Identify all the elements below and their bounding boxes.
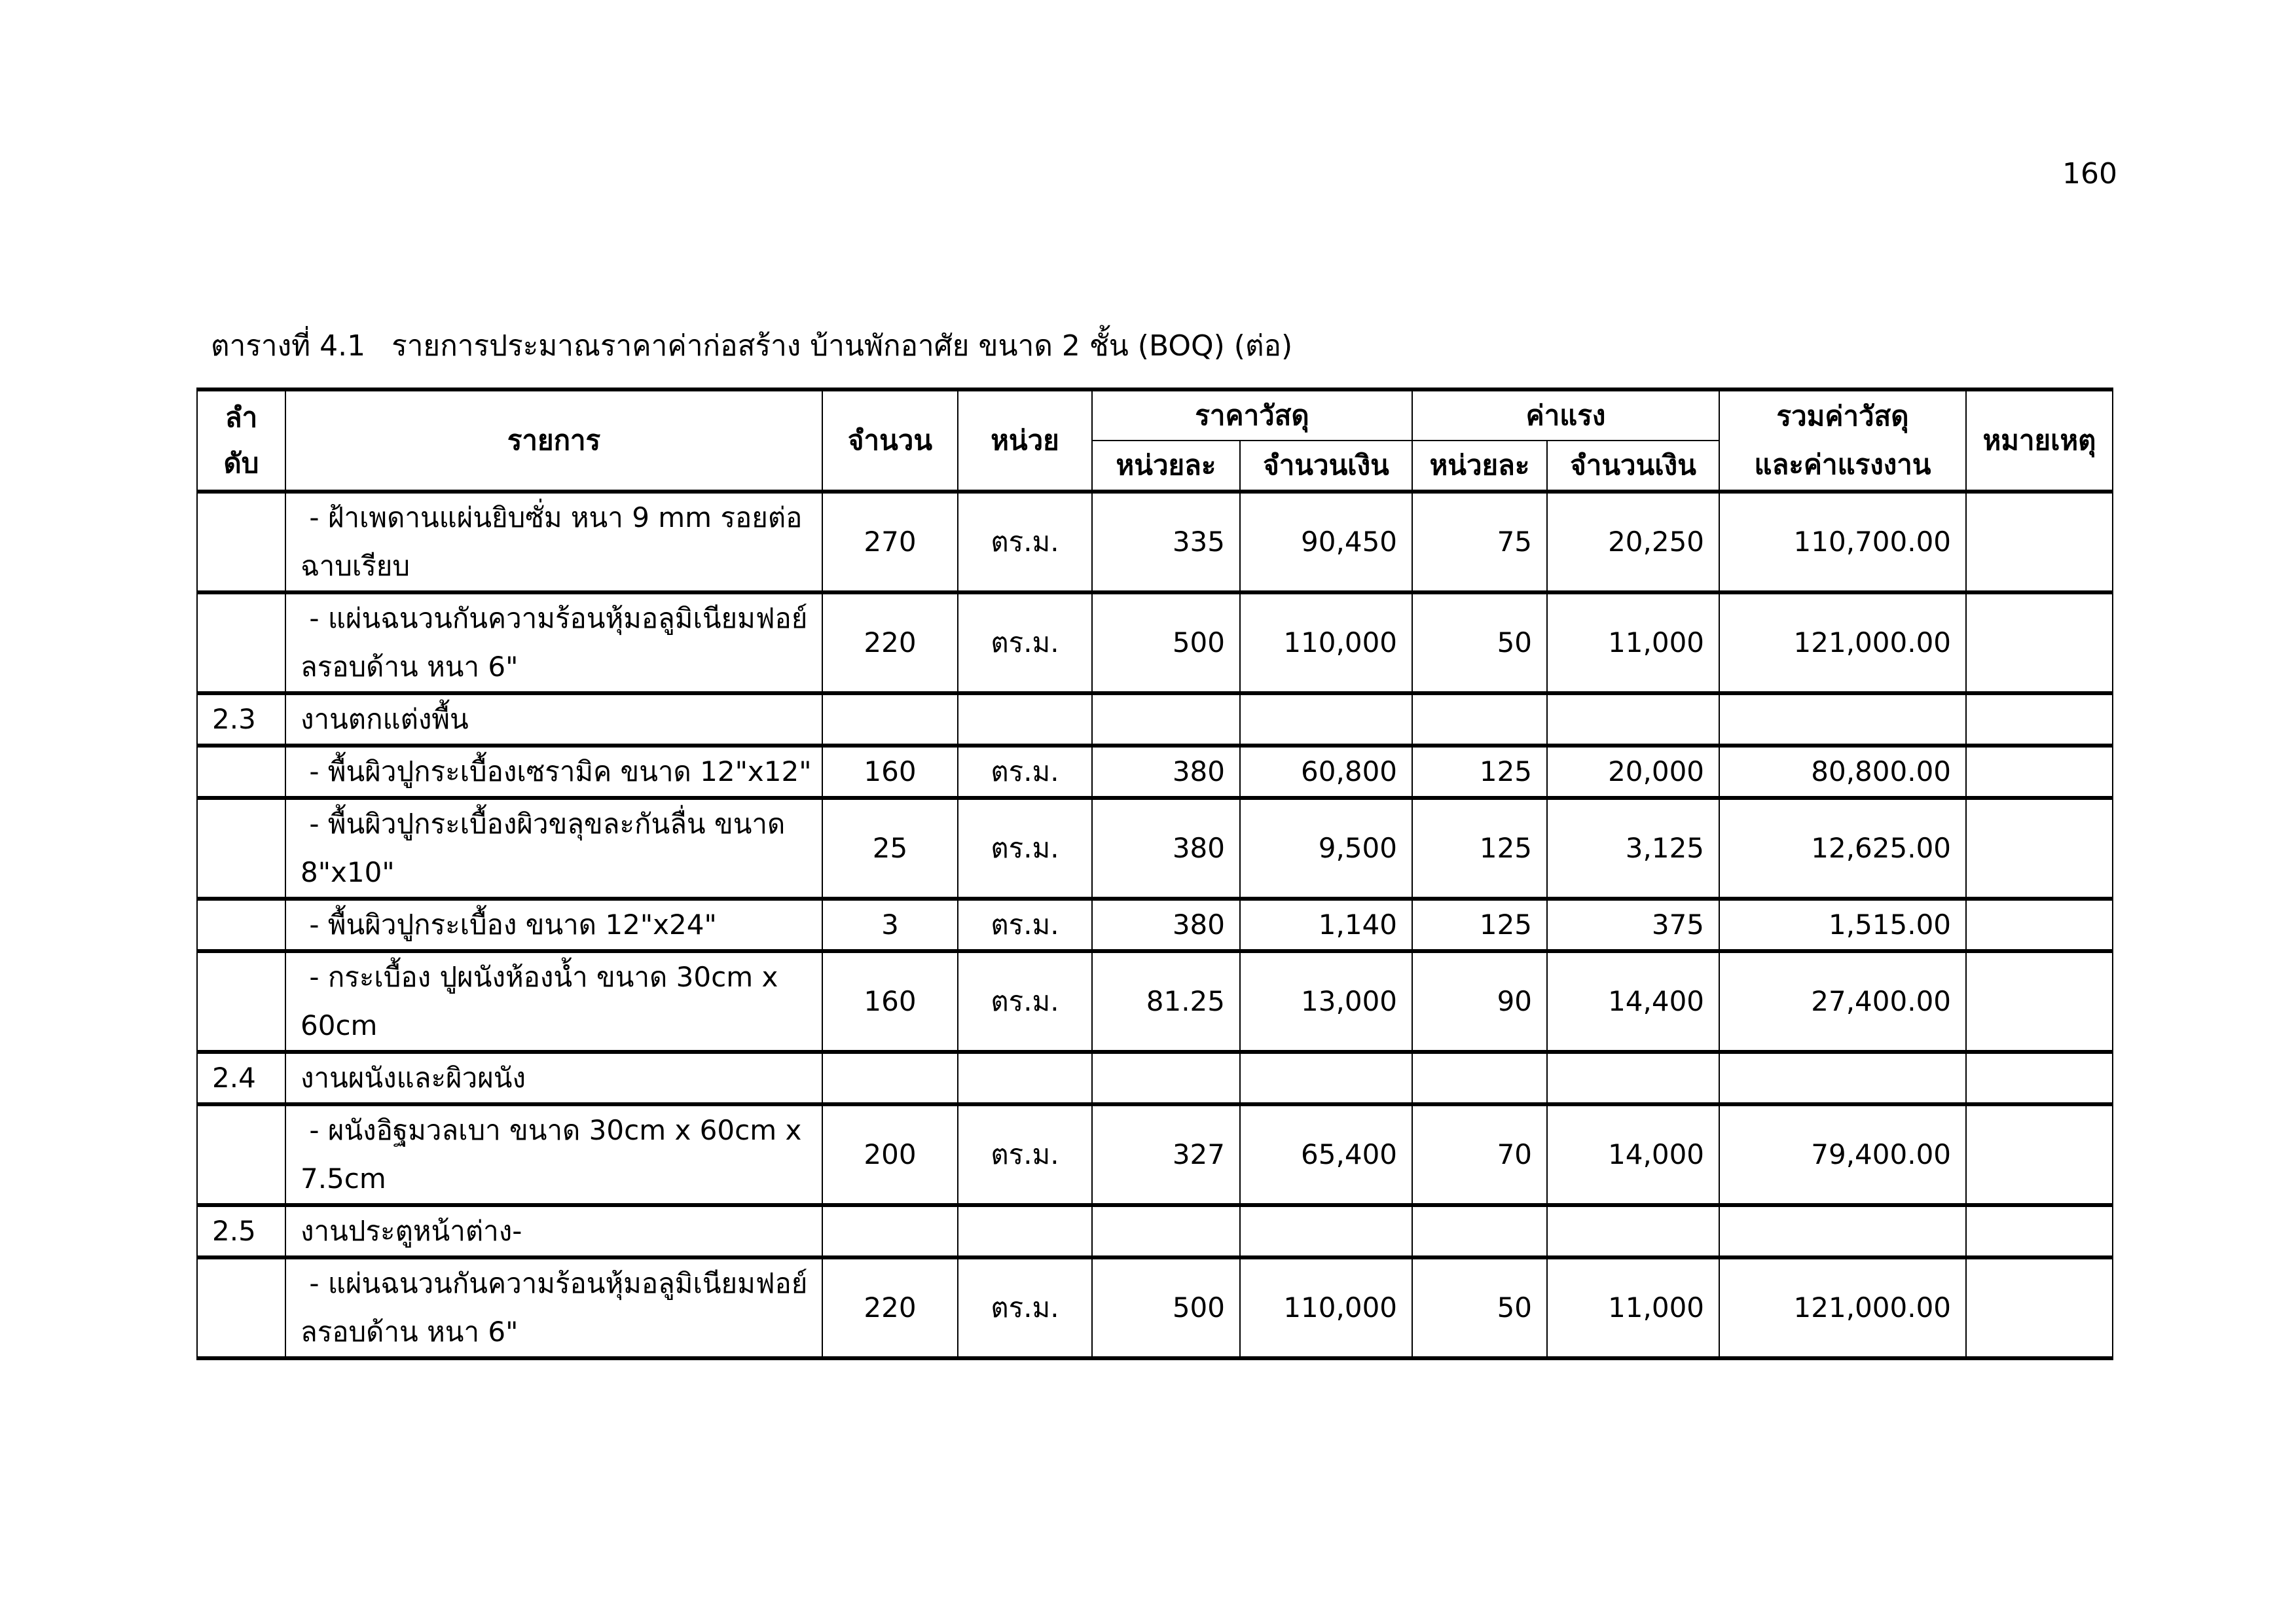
item-description-line2: ลรอบด้าน หนา 6" xyxy=(301,1316,519,1348)
cell-material-unit-price xyxy=(1092,693,1240,746)
item-description-line1: - พื้นผิวปูกระเบื้อง ขนาด 12"x24" xyxy=(301,909,717,941)
cell-quantity: 220 xyxy=(822,592,958,693)
item-description-line2: 60cm xyxy=(301,1009,378,1041)
table-header xyxy=(197,389,2113,492)
header-total-line1: รวมค่าวัสดุ xyxy=(1776,400,1909,432)
section-row xyxy=(197,693,2113,746)
cell-remark xyxy=(1966,1104,2113,1205)
cell-unit: ตร.ม. xyxy=(958,1257,1092,1358)
cell-total: 110,700.00 xyxy=(1719,492,1966,592)
cell-unit: ตร.ม. xyxy=(958,899,1092,951)
cell-item xyxy=(285,951,822,1052)
header-seq-line1: ลำ xyxy=(225,401,258,433)
header-labor-group: ค่าแรง xyxy=(1412,389,1719,441)
cell-item xyxy=(285,1104,822,1205)
cell-item xyxy=(285,1205,822,1257)
item-description-line1: - แผ่นฉนวนกันความร้อนหุ้มอลูมิเนียมฟอย์ xyxy=(301,602,808,634)
cell-material-unit-price: 380 xyxy=(1092,798,1240,899)
cell-unit xyxy=(958,1205,1092,1257)
cell-seq xyxy=(197,798,285,899)
cell-quantity: 160 xyxy=(822,951,958,1052)
cell-total: 121,000.00 xyxy=(1719,1257,1966,1358)
cell-remark xyxy=(1966,492,2113,592)
header-remark: หมายเหตุ xyxy=(1966,389,2113,492)
section-row xyxy=(197,1205,2113,1257)
cell-seq xyxy=(197,746,285,798)
header-item: รายการ xyxy=(285,389,822,492)
cell-labor-amount: 375 xyxy=(1547,899,1719,951)
cell-labor-unit-price: 90 xyxy=(1412,951,1547,1052)
cell-seq: 2.5 xyxy=(197,1205,285,1257)
cell-quantity xyxy=(822,693,958,746)
cell-quantity: 270 xyxy=(822,492,958,592)
cell-seq: 2.3 xyxy=(197,693,285,746)
table-row xyxy=(197,1257,2113,1358)
boq-table xyxy=(196,388,2113,1360)
cell-material-unit-price: 335 xyxy=(1092,492,1240,592)
header-seq xyxy=(197,389,285,492)
cell-material-unit-price: 380 xyxy=(1092,746,1240,798)
cell-material-amount: 1,140 xyxy=(1240,899,1412,951)
item-description-line2: 8"x10" xyxy=(301,856,395,888)
table-caption xyxy=(211,325,1292,368)
cell-labor-unit-price: 125 xyxy=(1412,798,1547,899)
item-description-line1: - แผ่นฉนวนกันความร้อนหุ้มอลูมิเนียมฟอย์ xyxy=(301,1267,808,1299)
cell-remark xyxy=(1966,1052,2113,1104)
cell-seq xyxy=(197,951,285,1052)
table-row xyxy=(197,492,2113,592)
cell-material-unit-price xyxy=(1092,1205,1240,1257)
cell-item xyxy=(285,798,822,899)
item-description-line1: - ผนังอิฐมวลเบา ขนาด 30cm x 60cm x xyxy=(301,1114,802,1146)
item-description-line1: - พื้นผิวปูกระเบื้องเซรามิค ขนาด 12"x12" xyxy=(301,755,812,787)
cell-quantity: 3 xyxy=(822,899,958,951)
item-description-line1: - พื้นผิวปูกระเบื้องผิวขลุขละกันลื่น ขนาด xyxy=(301,808,786,840)
cell-labor-unit-price: 50 xyxy=(1412,1257,1547,1358)
cell-item xyxy=(285,693,822,746)
cell-labor-amount: 14,000 xyxy=(1547,1104,1719,1205)
cell-unit: ตร.ม. xyxy=(958,492,1092,592)
cell-total: 79,400.00 xyxy=(1719,1104,1966,1205)
cell-labor-amount: 20,250 xyxy=(1547,492,1719,592)
cell-material-unit-price: 327 xyxy=(1092,1104,1240,1205)
cell-item xyxy=(285,592,822,693)
cell-material-amount: 110,000 xyxy=(1240,592,1412,693)
cell-remark xyxy=(1966,746,2113,798)
cell-item xyxy=(285,1257,822,1358)
cell-total: 80,800.00 xyxy=(1719,746,1966,798)
table-row xyxy=(197,592,2113,693)
header-total xyxy=(1719,389,1966,492)
cell-item xyxy=(285,746,822,798)
cell-material-unit-price: 500 xyxy=(1092,1257,1240,1358)
cell-seq xyxy=(197,1104,285,1205)
cell-labor-amount xyxy=(1547,1052,1719,1104)
cell-labor-unit-price: 125 xyxy=(1412,899,1547,951)
item-description-line1: - ฝ้าเพดานแผ่นยิบซั่ม หนา 9 mm รอยต่อ xyxy=(301,501,803,533)
cell-remark xyxy=(1966,899,2113,951)
item-description-line2: 7.5cm xyxy=(301,1163,386,1195)
table-row xyxy=(197,798,2113,899)
header-labor-unit-price: หน่วยละ xyxy=(1412,441,1547,492)
section-row xyxy=(197,1052,2113,1104)
header-material-group: ราคาวัสดุ xyxy=(1092,389,1412,441)
cell-unit: ตร.ม. xyxy=(958,746,1092,798)
cell-material-amount xyxy=(1240,1205,1412,1257)
cell-quantity: 200 xyxy=(822,1104,958,1205)
cell-labor-amount xyxy=(1547,1205,1719,1257)
cell-labor-unit-price xyxy=(1412,1205,1547,1257)
cell-labor-unit-price: 75 xyxy=(1412,492,1547,592)
cell-labor-amount: 14,400 xyxy=(1547,951,1719,1052)
cell-remark xyxy=(1966,592,2113,693)
cell-labor-amount xyxy=(1547,693,1719,746)
cell-material-amount xyxy=(1240,1052,1412,1104)
cell-item xyxy=(285,492,822,592)
table-caption-label: ตารางที่ 4.1 xyxy=(211,329,366,363)
cell-total: 1,515.00 xyxy=(1719,899,1966,951)
cell-material-amount: 13,000 xyxy=(1240,951,1412,1052)
header-seq-line2: ดับ xyxy=(223,447,259,479)
cell-quantity: 25 xyxy=(822,798,958,899)
cell-unit: ตร.ม. xyxy=(958,1104,1092,1205)
page-number: 160 xyxy=(2062,157,2117,190)
cell-remark xyxy=(1966,1205,2113,1257)
cell-quantity xyxy=(822,1052,958,1104)
cell-labor-amount: 20,000 xyxy=(1547,746,1719,798)
cell-unit: ตร.ม. xyxy=(958,592,1092,693)
item-description-line1: - กระเบื้อง ปูผนังห้องน้ำ ขนาด 30cm x xyxy=(301,961,778,993)
table-row xyxy=(197,899,2113,951)
cell-seq xyxy=(197,492,285,592)
item-description-line2: ฉาบเรียบ xyxy=(301,550,410,582)
cell-material-unit-price xyxy=(1092,1052,1240,1104)
cell-quantity: 160 xyxy=(822,746,958,798)
cell-unit xyxy=(958,1052,1092,1104)
cell-unit xyxy=(958,693,1092,746)
cell-labor-unit-price: 70 xyxy=(1412,1104,1547,1205)
header-labor-amount: จำนวนเงิน xyxy=(1547,441,1719,492)
table-row xyxy=(197,746,2113,798)
cell-unit: ตร.ม. xyxy=(958,798,1092,899)
cell-item xyxy=(285,899,822,951)
header-unit: หน่วย xyxy=(958,389,1092,492)
cell-material-amount xyxy=(1240,693,1412,746)
cell-seq xyxy=(197,592,285,693)
cell-material-unit-price: 500 xyxy=(1092,592,1240,693)
header-total-line2: และค่าแรงงาน xyxy=(1754,448,1931,480)
cell-labor-amount: 11,000 xyxy=(1547,1257,1719,1358)
cell-seq xyxy=(197,1257,285,1358)
cell-material-amount: 110,000 xyxy=(1240,1257,1412,1358)
cell-item xyxy=(285,1052,822,1104)
cell-total xyxy=(1719,693,1966,746)
cell-labor-unit-price xyxy=(1412,693,1547,746)
cell-seq xyxy=(197,899,285,951)
table-body xyxy=(197,492,2113,1358)
cell-total xyxy=(1719,1052,1966,1104)
table-row xyxy=(197,951,2113,1052)
cell-labor-unit-price xyxy=(1412,1052,1547,1104)
cell-total: 121,000.00 xyxy=(1719,592,1966,693)
item-description-line1: งานผนังและผิวผนัง xyxy=(301,1062,526,1094)
cell-material-unit-price: 81.25 xyxy=(1092,951,1240,1052)
cell-seq: 2.4 xyxy=(197,1052,285,1104)
header-material-amount: จำนวนเงิน xyxy=(1240,441,1412,492)
cell-material-amount: 60,800 xyxy=(1240,746,1412,798)
item-description-line1: งานประตูหน้าต่าง- xyxy=(301,1215,522,1247)
cell-material-amount: 65,400 xyxy=(1240,1104,1412,1205)
cell-quantity xyxy=(822,1205,958,1257)
cell-remark xyxy=(1966,693,2113,746)
cell-labor-amount: 3,125 xyxy=(1547,798,1719,899)
item-description-line2: ลรอบด้าน หนา 6" xyxy=(301,651,519,683)
table-caption-title: รายการประมาณราคาค่าก่อสร้าง บ้านพักอาศัย ขนาด 2 ชั้น (BOQ) (ต่อ) xyxy=(392,329,1293,363)
cell-total xyxy=(1719,1205,1966,1257)
header-material-unit-price: หน่วยละ xyxy=(1092,441,1240,492)
cell-remark xyxy=(1966,951,2113,1052)
cell-labor-amount: 11,000 xyxy=(1547,592,1719,693)
cell-labor-unit-price: 125 xyxy=(1412,746,1547,798)
cell-remark xyxy=(1966,798,2113,899)
header-quantity: จำนวน xyxy=(822,389,958,492)
cell-total: 27,400.00 xyxy=(1719,951,1966,1052)
item-description-line1: งานตกแต่งพื้น xyxy=(301,703,469,735)
cell-material-amount: 90,450 xyxy=(1240,492,1412,592)
table-row xyxy=(197,1104,2113,1205)
cell-material-unit-price: 380 xyxy=(1092,899,1240,951)
cell-unit: ตร.ม. xyxy=(958,951,1092,1052)
cell-labor-unit-price: 50 xyxy=(1412,592,1547,693)
cell-remark xyxy=(1966,1257,2113,1358)
cell-total: 12,625.00 xyxy=(1719,798,1966,899)
cell-quantity: 220 xyxy=(822,1257,958,1358)
cell-material-amount: 9,500 xyxy=(1240,798,1412,899)
